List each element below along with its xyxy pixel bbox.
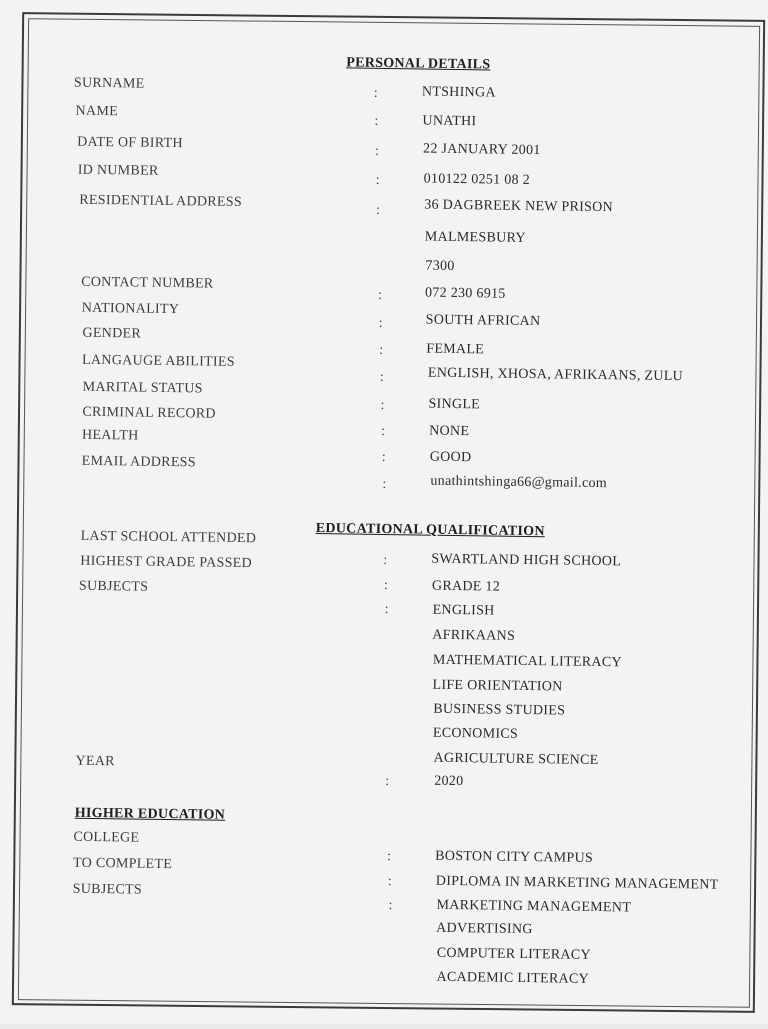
colon: : (381, 423, 386, 440)
colon: : (376, 202, 381, 218)
colon: : (387, 849, 392, 865)
dob-label: DATE OF BIRTH (77, 134, 183, 152)
higher-subject-item: MARKETING MANAGEMENT (436, 897, 632, 916)
colon: : (379, 369, 385, 385)
colon: : (373, 85, 379, 101)
subjects-label: SUBJECTS (78, 578, 149, 595)
colon: : (384, 602, 389, 618)
colon: : (385, 774, 390, 790)
college-label: COLLEGE (73, 829, 140, 846)
nationality-value: SOUTH AFRICAN (425, 312, 541, 330)
higher-subjects-label: SUBJECTS (72, 881, 143, 898)
grade-value: GRADE 12 (431, 578, 501, 595)
criminal-value: NONE (429, 423, 470, 440)
subject-item: AFRIKAANS (432, 627, 516, 644)
year-label: YEAR (75, 753, 115, 770)
health-label: HEALTH (81, 427, 139, 444)
colon: : (378, 315, 383, 331)
subject-item: MATHEMATICAL LITERACY (432, 652, 622, 671)
colon: : (374, 143, 380, 159)
year-value: 2020 (434, 773, 464, 790)
complete-value: DIPLOMA IN MARKETING MANAGEMENT (435, 873, 719, 893)
subject-item: AGRICULTURE SCIENCE (433, 750, 599, 769)
marital-label: MARITAL STATUS (82, 379, 203, 397)
address-line3: 7300 (425, 258, 455, 274)
colon: : (377, 287, 383, 303)
surname-label: SURNAME (73, 75, 145, 92)
colon: : (383, 552, 388, 569)
subject-item: ECONOMICS (432, 725, 519, 742)
marital-value: SINGLE (428, 396, 481, 413)
dob-value: 22 JANUARY 2001 (422, 141, 541, 159)
colon: : (387, 874, 393, 890)
id-number-label: ID NUMBER (77, 162, 159, 179)
contact-value: 072 230 6915 (424, 285, 506, 302)
higher-education-heading: HIGHER EDUCATION (74, 805, 226, 823)
surname-value: NTSHINGA (421, 84, 496, 101)
id-number-value: 010122 0251 08 2 (423, 171, 531, 189)
address-line1: 36 DAGBREEK NEW PRISON (424, 197, 614, 216)
colon: : (379, 342, 384, 358)
address-label: RESIDENTIAL ADDRESS (79, 192, 243, 210)
complete-label: TO COMPLETE (72, 855, 173, 873)
school-value: SWARTLAND HIGH SCHOOL (431, 551, 622, 570)
nationality-label: NATIONALITY (81, 300, 180, 318)
criminal-label: CRIMINAL RECORD (82, 404, 216, 422)
email-label: EMAIL ADDRESS (81, 453, 197, 471)
colon: : (383, 578, 389, 594)
gender-label: GENDER (82, 325, 142, 342)
language-label: LANGAUGE ABILITIES (81, 352, 235, 370)
grade-label: HIGHEST GRADE PASSED (80, 553, 253, 572)
colon: : (381, 449, 387, 466)
email-value: unathintshinga66@gmail.com (430, 473, 608, 492)
gender-value: FEMALE (426, 341, 485, 358)
contact-label: CONTACT NUMBER (81, 274, 214, 292)
subject-item: ENGLISH (432, 602, 495, 619)
subject-item: BUSINESS STUDIES (433, 701, 566, 719)
school-label: LAST SCHOOL ATTENDED (80, 528, 257, 547)
higher-subject-item: COMPUTER LITERACY (436, 945, 591, 963)
colon: : (388, 898, 393, 914)
colon: : (380, 397, 385, 413)
name-value: UNATHI (422, 113, 477, 130)
colon: : (382, 476, 387, 493)
address-line2: MALMESBURY (424, 229, 526, 246)
colon: : (374, 113, 379, 129)
subject-item: LIFE ORIENTATION (432, 677, 563, 695)
personal-details-heading: PERSONAL DETAILS (346, 55, 491, 73)
higher-subject-item: ACADEMIC LITERACY (436, 969, 590, 987)
college-value: BOSTON CITY CAMPUS (435, 848, 594, 866)
education-heading: EDUCATIONAL QUALIFICATION (315, 521, 545, 540)
name-label: NAME (75, 103, 119, 120)
higher-subject-item: ADVERTISING (436, 920, 533, 938)
health-value: GOOD (429, 449, 472, 466)
languages-value: ENGLISH, XHOSA, AFRIKAANS, ZULU (427, 365, 684, 385)
colon: : (375, 172, 380, 188)
